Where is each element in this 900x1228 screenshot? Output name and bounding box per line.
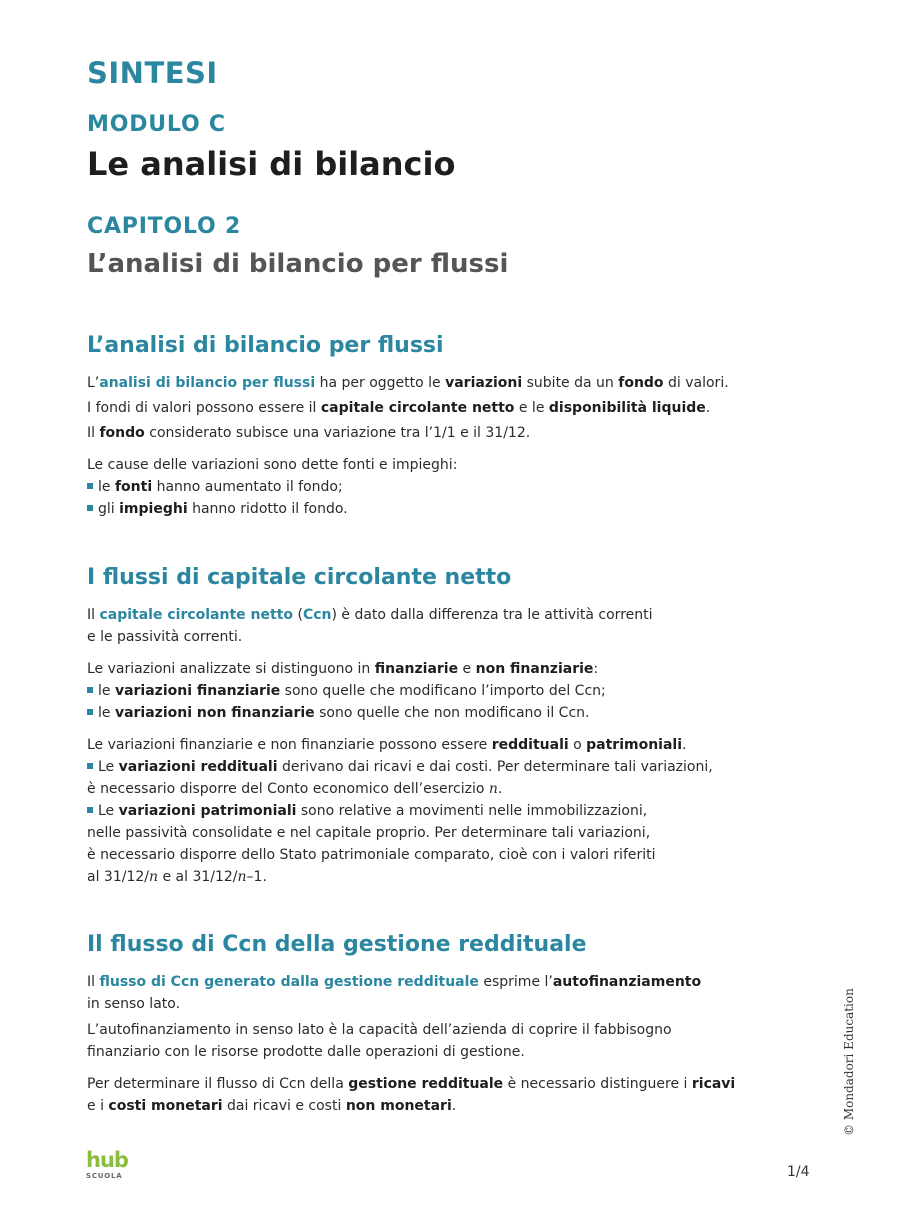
section-heading: I flussi di capitale circolante netto bbox=[87, 565, 512, 590]
chapter-label: CAPITOLO 2 bbox=[87, 214, 242, 239]
bullet-square-icon bbox=[87, 505, 93, 511]
bullet-square-icon bbox=[87, 807, 93, 813]
paragraph: Il fondo considerato subisce una variazione tra l’1/1 e il 31/12. bbox=[87, 425, 531, 441]
copyright-notice: © Mondadori Education bbox=[842, 988, 856, 1136]
paragraph: Le variazioni reddituali derivano dai ricavi e dai costi. Per determinare tali variazioni, è necessario disporre del Conto economico dell’esercizio n. bbox=[87, 759, 713, 797]
bullet-square-icon bbox=[87, 483, 93, 489]
paragraph: Il flusso di Ccn generato dalla gestione reddituale esprime l’autofinanziamento in senso lato. bbox=[87, 974, 702, 1012]
list-item: gli impieghi hanno ridotto il fondo. bbox=[87, 498, 817, 520]
section-heading: Il flusso di Ccn della gestione reddituale bbox=[87, 932, 587, 957]
section-flusso-gestione-reddituale bbox=[87, 932, 817, 1117]
section-heading: L’analisi di bilancio per flussi bbox=[87, 333, 444, 358]
list-item: le variazioni finanziarie sono quelle che modificano l’importo del Ccn; bbox=[87, 680, 817, 702]
list-item: le variazioni non finanziarie sono quelle che non modificano il Ccn. bbox=[87, 702, 817, 724]
sintesi-heading: SINTESI bbox=[87, 56, 218, 90]
logo-text: hub bbox=[86, 1148, 128, 1172]
paragraph: L’autofinanziamento in senso lato è la capacità dell’azienda di coprire il fabbisogno finanziario con le risorse prodotte dalle operazioni di gestione. bbox=[87, 1022, 672, 1060]
bullet-list bbox=[87, 476, 817, 520]
paragraph: I fondi di valori possono essere il capitale circolante netto e le disponibilità liquide. bbox=[87, 400, 711, 416]
paragraph: Le cause delle variazioni sono dette fonti e impieghi: bbox=[87, 457, 458, 473]
paragraph: Le variazioni finanziarie e non finanziarie possono essere reddituali o patrimoniali. bbox=[87, 737, 687, 753]
page-number: 1/4 bbox=[787, 1164, 810, 1180]
paragraph: Per determinare il flusso di Ccn della gestione reddituale è necessario distinguere i ricavi e i costi monetari dai ricavi e costi non monetari. bbox=[87, 1076, 736, 1114]
paragraph: L’analisi di bilancio per flussi ha per oggetto le variazioni subite da un fondo di valori. bbox=[87, 375, 729, 391]
paragraph: Le variazioni analizzate si distinguono in finanziarie e non finanziarie: bbox=[87, 661, 599, 677]
bullet-square-icon bbox=[87, 709, 93, 715]
bullet-list bbox=[87, 680, 817, 724]
paragraph: Il capitale circolante netto (Ccn) è dato dalla differenza tra le attività correnti e le passività correnti. bbox=[87, 607, 653, 645]
logo-subtext: SCUOLA bbox=[86, 1172, 123, 1180]
page-title: Le analisi di bilancio bbox=[87, 145, 456, 183]
list-item: le fonti hanno aumentato il fondo; bbox=[87, 476, 817, 498]
hub-scuola-logo bbox=[86, 1150, 126, 1180]
module-label: MODULO C bbox=[87, 112, 226, 137]
chapter-title: L’analisi di bilancio per flussi bbox=[87, 249, 509, 279]
bullet-square-icon bbox=[87, 687, 93, 693]
section-flussi-ccn bbox=[87, 565, 817, 888]
paragraph: Le variazioni patrimoniali sono relative a movimenti nelle immobilizzazioni, nelle passività consolidate e nel capitale proprio. Per determinare tali variazioni, è necessario disporre dello Stato patrimoniale comparato, cioè con i valori riferiti al 31/12/n e al 31/12/n–1. bbox=[87, 803, 656, 885]
bullet-square-icon bbox=[87, 763, 93, 769]
section-analisi-flussi bbox=[87, 333, 817, 520]
